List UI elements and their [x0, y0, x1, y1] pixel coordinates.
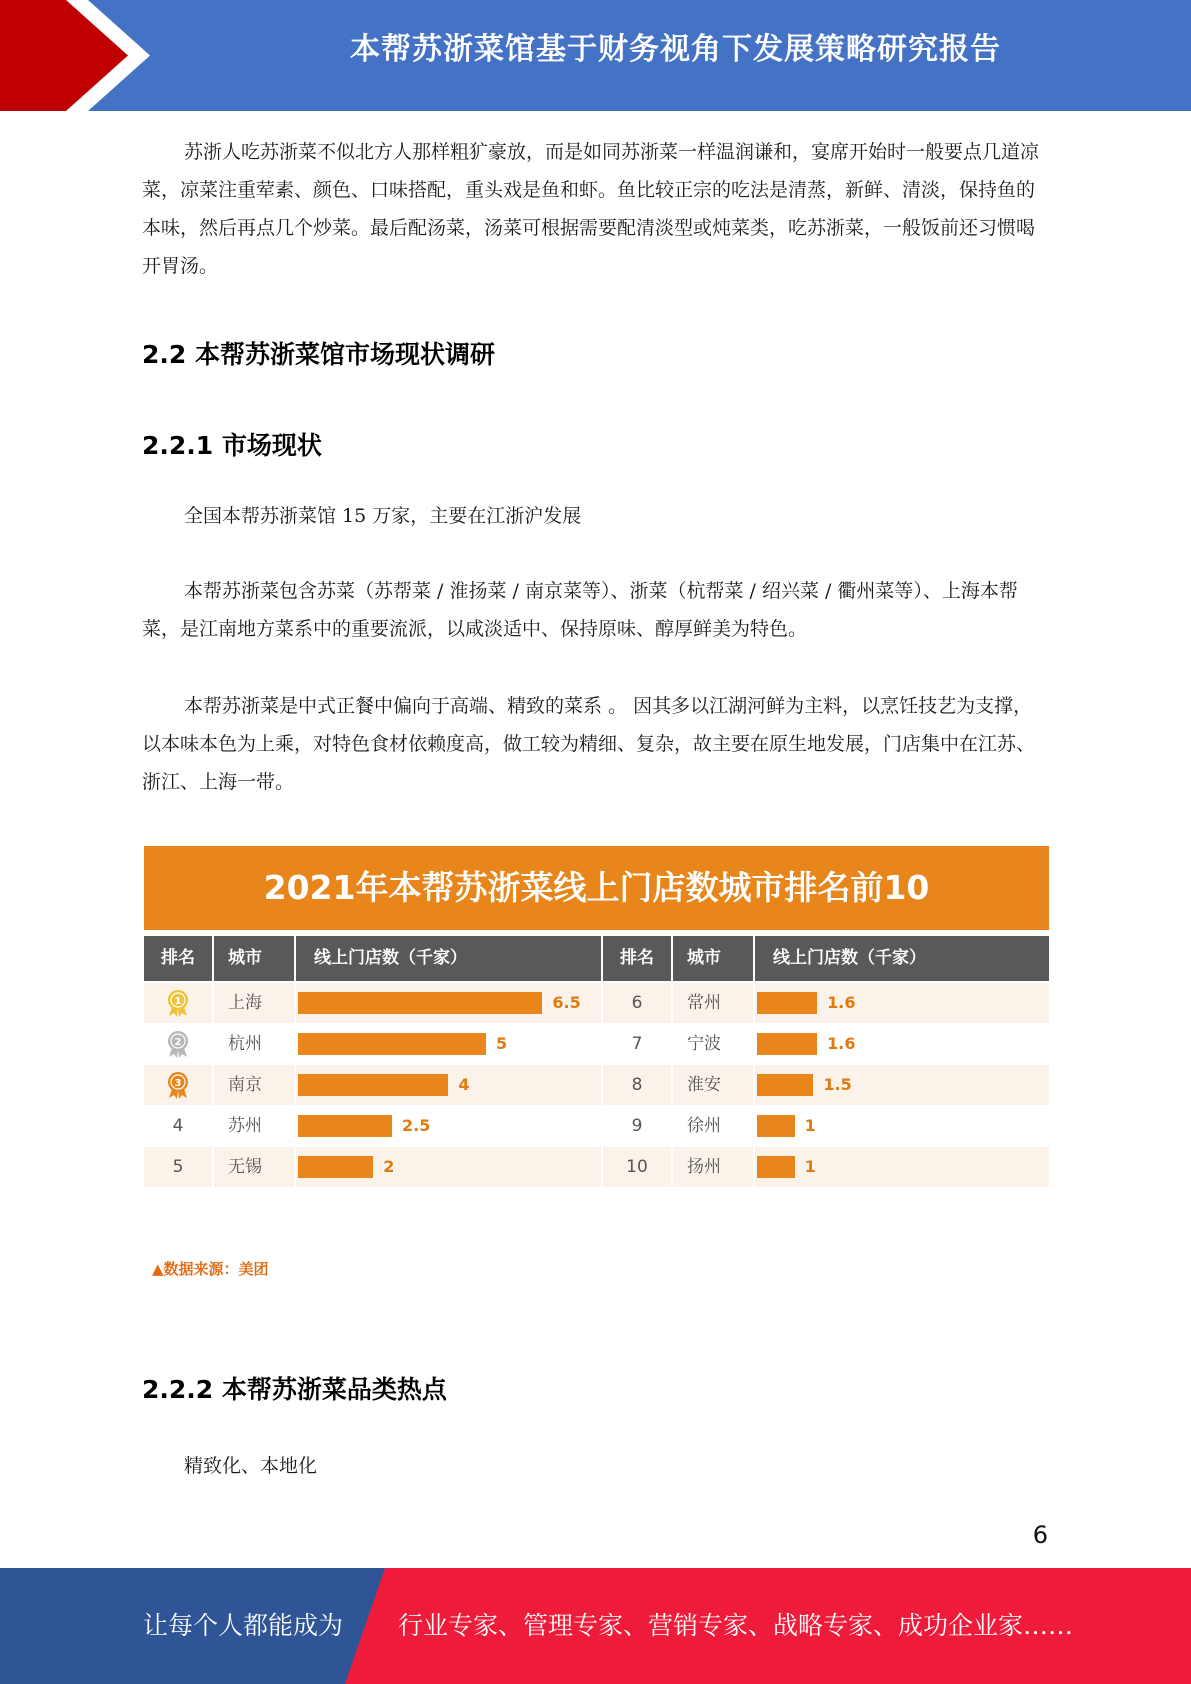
medal-icon-bronze — [144, 1065, 212, 1105]
city-cell: 上海 — [214, 983, 294, 1023]
paragraph-block-1 — [142, 497, 1047, 535]
value-label: 1.5 — [823, 1075, 852, 1094]
intro-section — [142, 133, 1047, 285]
value-cell — [296, 1024, 601, 1064]
col-city-right: 城市 — [673, 936, 753, 981]
city-cell: 杭州 — [214, 1024, 294, 1064]
value-bar — [757, 1115, 795, 1137]
chart-title: 2021年本帮苏浙菜线上门店数城市排名前10 — [144, 846, 1049, 930]
heading-2-2-2: 2.2.2 本帮苏浙菜品类热点 — [142, 1375, 447, 1404]
svg-text:1: 1 — [174, 996, 182, 1007]
value-cell — [296, 1147, 601, 1187]
svg-text:3: 3 — [174, 1078, 182, 1089]
city-cell: 苏州 — [214, 1106, 294, 1146]
city-cell: 扬州 — [673, 1147, 753, 1187]
value-bar — [757, 992, 817, 1014]
data-source-note: ▲数据来源：美团 — [152, 1260, 269, 1278]
value-label: 1.6 — [827, 1034, 856, 1053]
rank-cell: 7 — [603, 1024, 671, 1064]
paragraph-positioning: 本帮苏浙菜是中式正餐中偏向于高端、精致的菜系 。 因其多以江湖河鲜为主料，以烹饪技艺为支撑，以本味本色为上乘，对特色食材依赖度高，做工较为精细、复杂，故主要在原生地发展，门店集中在江苏、浙江、上海一带。 — [142, 695, 1036, 793]
value-label: 5 — [496, 1034, 508, 1053]
value-cell — [755, 1106, 1049, 1146]
rank-cell: 9 — [603, 1106, 671, 1146]
paragraph-cuisine-types: 本帮苏浙菜包含苏菜（苏帮菜 / 淮扬菜 / 南京菜等）、浙菜（杭帮菜 / 绍兴菜 / 衢州菜等）、上海本帮菜，是江南地方菜系中的重要流派，以咸淡适中、保持原味、醇厚鲜美为特色。 — [142, 580, 1018, 640]
rank-cell: 10 — [603, 1147, 671, 1187]
city-cell: 无锡 — [214, 1147, 294, 1187]
chart-row-8 — [603, 1065, 1049, 1105]
value-bar — [298, 1115, 392, 1137]
section-2-2-2 — [142, 1370, 1047, 1406]
value-cell — [296, 983, 601, 1023]
value-cell — [755, 983, 1049, 1023]
value-label: 1.6 — [827, 993, 856, 1012]
ranking-chart — [144, 846, 1049, 1196]
value-label: 2 — [383, 1157, 395, 1176]
value-bar — [757, 1074, 813, 1096]
paragraph-hotspots: 精致化、本地化 — [184, 1455, 318, 1477]
medal-icon-gold — [144, 983, 212, 1023]
city-cell: 常州 — [673, 983, 753, 1023]
chart-header-row — [144, 936, 1049, 981]
value-bar — [298, 1156, 373, 1178]
rank-cell: 4 — [144, 1106, 212, 1146]
city-cell: 南京 — [214, 1065, 294, 1105]
value-cell — [755, 1065, 1049, 1105]
section-2-2 — [142, 335, 1047, 371]
header-arrow-shape — [0, 0, 160, 111]
value-bar — [757, 1156, 795, 1178]
footer-slogan-left: 让每个人都能成为 — [143, 1611, 344, 1640]
medal-icon-silver — [144, 1024, 212, 1064]
value-label: 1 — [804, 1157, 816, 1176]
rank-cell: 8 — [603, 1065, 671, 1105]
chart-row-9 — [603, 1106, 1049, 1146]
page-number: 6 — [1032, 1521, 1048, 1549]
heading-2-2: 2.2 本帮苏浙菜馆市场现状调研 — [142, 340, 495, 369]
svg-text:2: 2 — [174, 1037, 182, 1048]
value-bar — [757, 1033, 817, 1055]
col-value-right: 线上门店数（千家） — [755, 936, 1049, 981]
value-cell — [296, 1106, 601, 1146]
col-rank-right: 排名 — [603, 936, 671, 981]
chart-row-6 — [603, 983, 1049, 1023]
paragraph-block-3 — [142, 687, 1047, 801]
chart-row-1 — [144, 983, 601, 1023]
city-cell: 宁波 — [673, 1024, 753, 1064]
value-label: 2.5 — [402, 1116, 431, 1135]
col-city-left: 城市 — [214, 936, 294, 981]
paragraph-block-4 — [142, 1447, 1047, 1485]
value-label: 4 — [458, 1075, 470, 1094]
heading-2-2-1: 2.2.1 市场现状 — [142, 431, 322, 460]
value-label: 6.5 — [552, 993, 581, 1012]
col-rank-left: 排名 — [144, 936, 212, 981]
chart-row-3 — [144, 1065, 601, 1105]
paragraph-store-count: 全国本帮苏浙菜馆 15 万家，主要在江浙沪发展 — [184, 505, 582, 527]
city-cell: 淮安 — [673, 1065, 753, 1105]
value-bar — [298, 1033, 486, 1055]
city-cell: 徐州 — [673, 1106, 753, 1146]
value-bar — [298, 1074, 448, 1096]
chart-row-5 — [144, 1147, 601, 1187]
value-cell — [296, 1065, 601, 1105]
value-bar — [298, 992, 542, 1014]
section-2-2-1 — [142, 426, 1047, 462]
chart-row-7 — [603, 1024, 1049, 1064]
report-title: 本帮苏浙菜馆基于财务视角下发展策略研究报告 — [350, 32, 1001, 67]
chart-row-2 — [144, 1024, 601, 1064]
chart-row-4 — [144, 1106, 601, 1146]
value-cell — [755, 1024, 1049, 1064]
footer-slogan-right: 行业专家、管理专家、营销专家、战略专家、成功企业家…… — [398, 1611, 1074, 1640]
rank-cell: 5 — [144, 1147, 212, 1187]
chart-row-10 — [603, 1147, 1049, 1187]
col-value-left: 线上门店数（千家） — [296, 936, 601, 981]
value-label: 1 — [804, 1116, 816, 1135]
value-cell — [755, 1147, 1049, 1187]
intro-paragraph: 苏浙人吃苏浙菜不似北方人那样粗犷豪放，而是如同苏浙菜一样温润谦和，宴席开始时一般要点几道凉菜，凉菜注重荤素、颜色、口味搭配，重头戏是鱼和虾。鱼比较正宗的吃法是清蒸，新鲜、清淡，保持鱼的本味，然后再点几个炒菜。最后配汤菜，汤菜可根据需要配清淡型或炖菜类，吃苏浙菜，一般饭前还习惯喝开胃汤。 — [142, 141, 1040, 277]
paragraph-block-2 — [142, 572, 1047, 648]
rank-cell: 6 — [603, 983, 671, 1023]
page-header — [0, 0, 1191, 111]
